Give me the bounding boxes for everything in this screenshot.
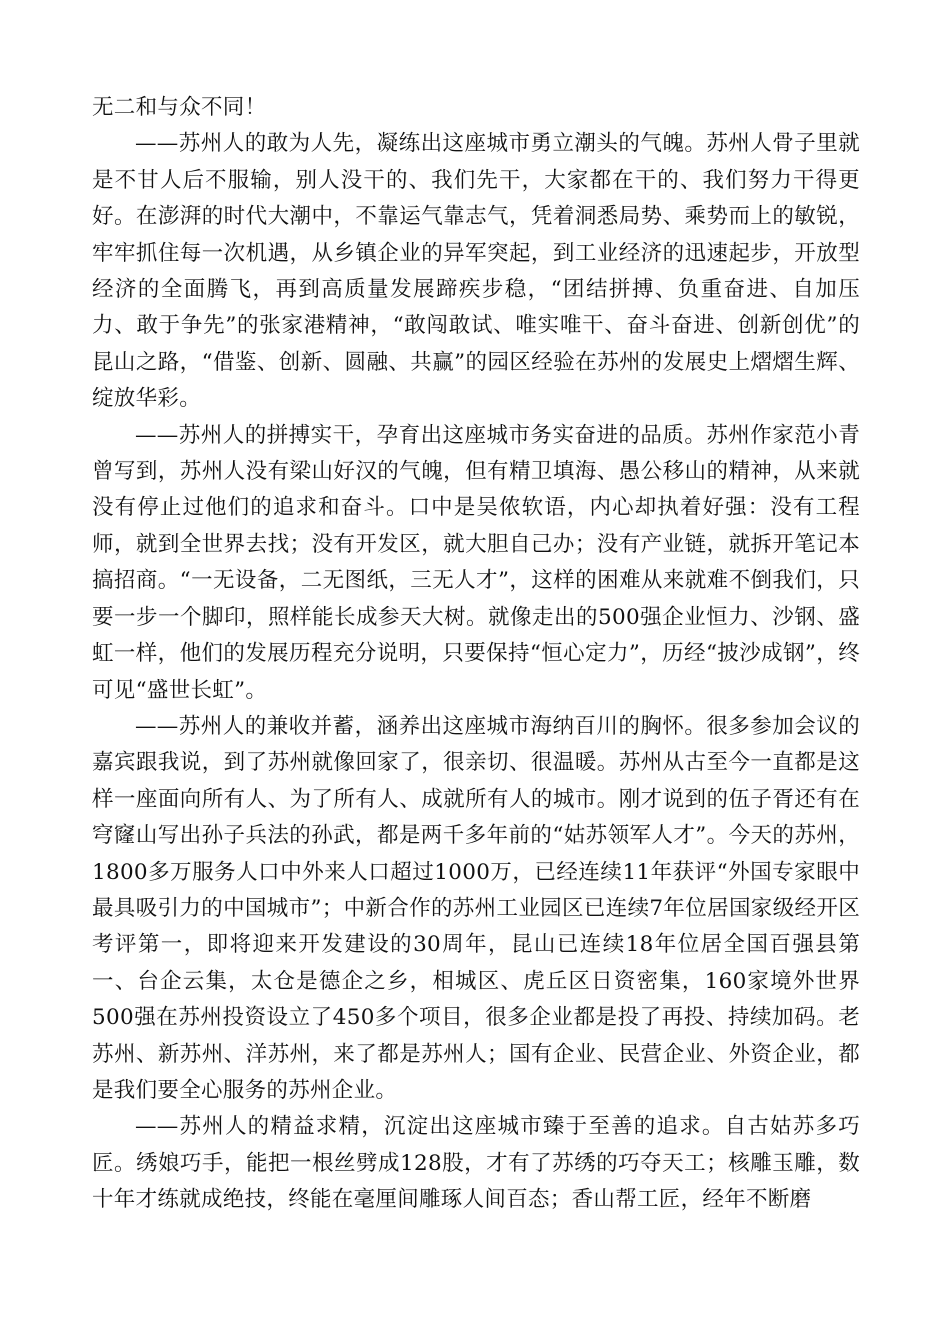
paragraph-craftsmanship: ——苏州人的精益求精，沉淀出这座城市臻于至善的追求。自古姑苏多巧匠。绣娘巧手，能把一根丝劈成128股，才有了苏绣的巧夺天工；核雕玉雕，数十年才练就成绝技，终能在毫厘间雕琢人间百态；香山帮工匠，经年不断磨 (92, 1114, 860, 1213)
document-page (92, 90, 860, 1219)
paragraph-continued: 无二和与众不同！ (92, 95, 267, 120)
paragraph-inclusiveness: ——苏州人的兼收并蓄，涵养出这座城市海纳百川的胸怀。很多参加会议的嘉宾跟我说，到了苏州就像回家了，很亲切、很温暖。苏州从古至今一直都是这样一座面向所有人、为了所有人、成就所有人的城市。刚才说到的伍子胥还有在穹窿山写出孙子兵法的孙武，都是两千多年前的“姑苏领军人才”。今天的苏州，1800多万服务人口中外来人口超过1000万，已经连续11年获评“外国专家眼中最具吸引力的中国城市”；中新合作的苏州工业园区已连续7年位居国家级经开区考评第一，即将迎来开发建设的30周年，昆山已连续18年位居全国百强县第一、台企云集，太仓是德企之乡，相城区、虎丘区日资密集，160家境外世界500强在苏州投资设立了450多个项目，很多企业都是投了再投、持续加码。老苏州、新苏州、洋苏州，来了都是苏州人；国有企业、民营企业、外资企业，都是我们要全心服务的苏州企业。 (92, 713, 860, 1103)
paragraph-hard-work: ——苏州人的拼搏实干，孕育出这座城市务实奋进的品质。苏州作家范小青曾写到，苏州人没有梁山好汉的气魄，但有精卫填海、愚公移山的精神，从来就没有停止过他们的追求和奋斗。口中是吴侬软语，内心却执着好强：没有工程师，就到全世界去找；没有开发区，就大胆自己办；没有产业链，就拆开笔记本搞招商。“一无设备，二无图纸，三无人才”，这样的困难从来就难不倒我们，只要一步一个脚印，照样能长成参天大树。就像走出的500强企业恒力、沙钢、盛虹一样，他们的发展历程充分说明，只要保持“恒心定力”，历经“披沙成钢”，终可见“盛世长虹”。 (92, 422, 860, 703)
paragraph-pioneering-spirit: ——苏州人的敢为人先，凝练出这座城市勇立潮头的气魄。苏州人骨子里就是不甘人后不服输，别人没干的、我们先干，大家都在干的、我们努力干得更好。在澎湃的时代大潮中，不靠运气靠志气，凭着洞悉局势、乘势而上的敏锐，牢牢抓住每一次机遇，从乡镇企业的异军突起，到工业经济的迅速起步，开放型经济的全面腾飞，再到高质量发展蹄疾步稳，“团结拼搏、负重奋进、自加压力、敢于争先”的张家港精神，“敢闯敢试、唯实唯干、奋斗奋进、创新创优”的昆山之路，“借鉴、创新、圆融、共赢”的园区经验在苏州的发展史上熠熠生辉、绽放华彩。 (92, 131, 860, 412)
